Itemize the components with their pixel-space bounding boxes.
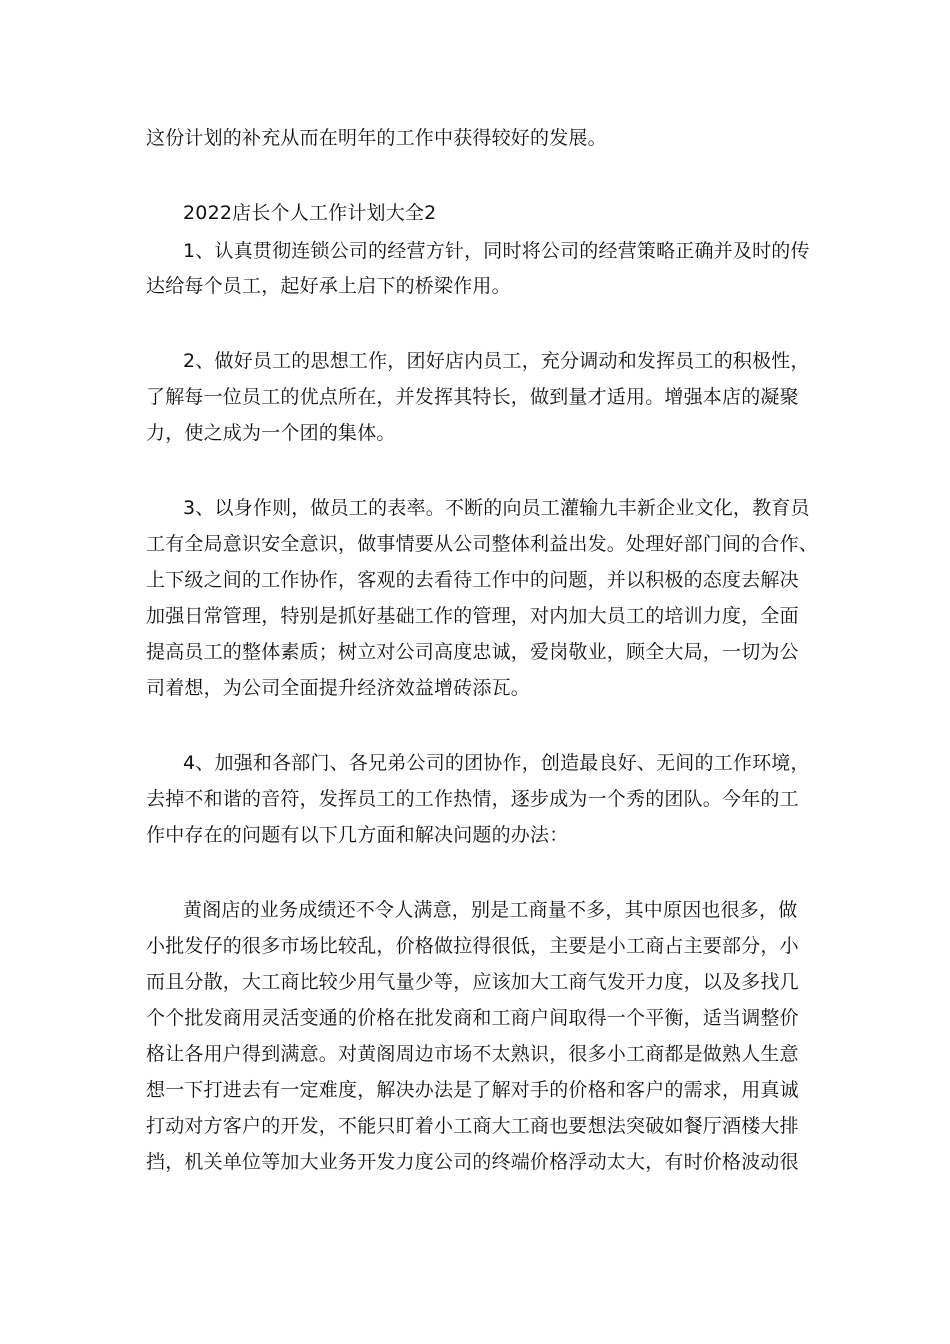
paragraph-line: 提高员工的整体素质；树立对公司高度忠诚，爱岗敬业，顾全大局，一切为公 xyxy=(146,641,799,663)
paragraph-line: 了解每一位员工的优点所在，并发挥其特长，做到量才适用。增强本店的凝聚 xyxy=(146,386,799,408)
paragraph-line: 小批发仔的很多市场比较乱，价格做拉得很低，主要是小工商占主要部分，小 xyxy=(146,935,799,957)
paragraph-line: 3、以身作则，做员工的表率。不断的向员工灌输九丰新企业文化，教育员 xyxy=(183,497,810,519)
paragraph-line: 司着想，为公司全面提升经济效益增砖添瓦。 xyxy=(146,677,531,699)
paragraph-line: 去掉不和谐的音符，发挥员工的工作热情，逐步成为一个秀的团队。今年的工 xyxy=(146,788,799,810)
section-title: 2022店长个人工作计划大全2 xyxy=(183,202,437,224)
paragraph-line: 而且分散，大工商比较少用气量少等，应该加大工商气发开力度，以及多找几 xyxy=(146,971,799,993)
paragraph-line: 1、认真贯彻连锁公司的经营方针，同时将公司的经营策略正确并及时的传 xyxy=(183,240,810,262)
paragraph-line: 4、加强和各部门、各兄弟公司的团协作，创造最良好、无间的工作环境， xyxy=(183,752,810,774)
paragraph-line: 挡，机关单位等加大业务开发力度公司的终端价格浮动太大，有时价格波动很 xyxy=(146,1151,799,1173)
paragraph-line: 想一下打进去有一定难度，解决办法是了解对手的价格和客户的需求，用真诚 xyxy=(146,1079,799,1101)
paragraph-line: 作中存在的问题有以下几方面和解决问题的办法： xyxy=(146,824,569,846)
paragraph-line: 达给每个员工，起好承上启下的桥梁作用。 xyxy=(146,275,511,297)
paragraph-line: 工有全局意识安全意识，做事情要从公司整体利益出发。处理好部门间的合作、 xyxy=(146,533,819,555)
paragraph-line: 力，使之成为一个团的集体。 xyxy=(146,422,396,444)
paragraph-line: 加强日常管理，特别是抓好基础工作的管理，对内加大员工的培训力度，全面 xyxy=(146,605,799,627)
paragraph-line: 上下级之间的工作协作，客观的去看待工作中的问题，并以积极的态度去解决 xyxy=(146,569,799,591)
paragraph-line: 格让各用户得到满意。对黄阁周边市场不太熟识，很多小工商都是做熟人生意 xyxy=(146,1043,799,1065)
intro-line: 这份计划的补充从而在明年的工作中获得较好的发展。 xyxy=(146,127,607,149)
paragraph-line: 打动对方客户的开发，不能只盯着小工商大工商也要想法突破如餐厅酒楼大排 xyxy=(146,1115,799,1137)
paragraph-line: 2、做好员工的思想工作，团好店内员工，充分调动和发挥员工的积极性， xyxy=(183,350,810,372)
paragraph-line: 黄阁店的业务成绩还不令人满意，别是工商量不多，其中原因也很多，做 xyxy=(183,899,798,921)
paragraph-line: 个个批发商用灵活变通的价格在批发商和工商户间取得一个平衡，适当调整价 xyxy=(146,1007,799,1029)
